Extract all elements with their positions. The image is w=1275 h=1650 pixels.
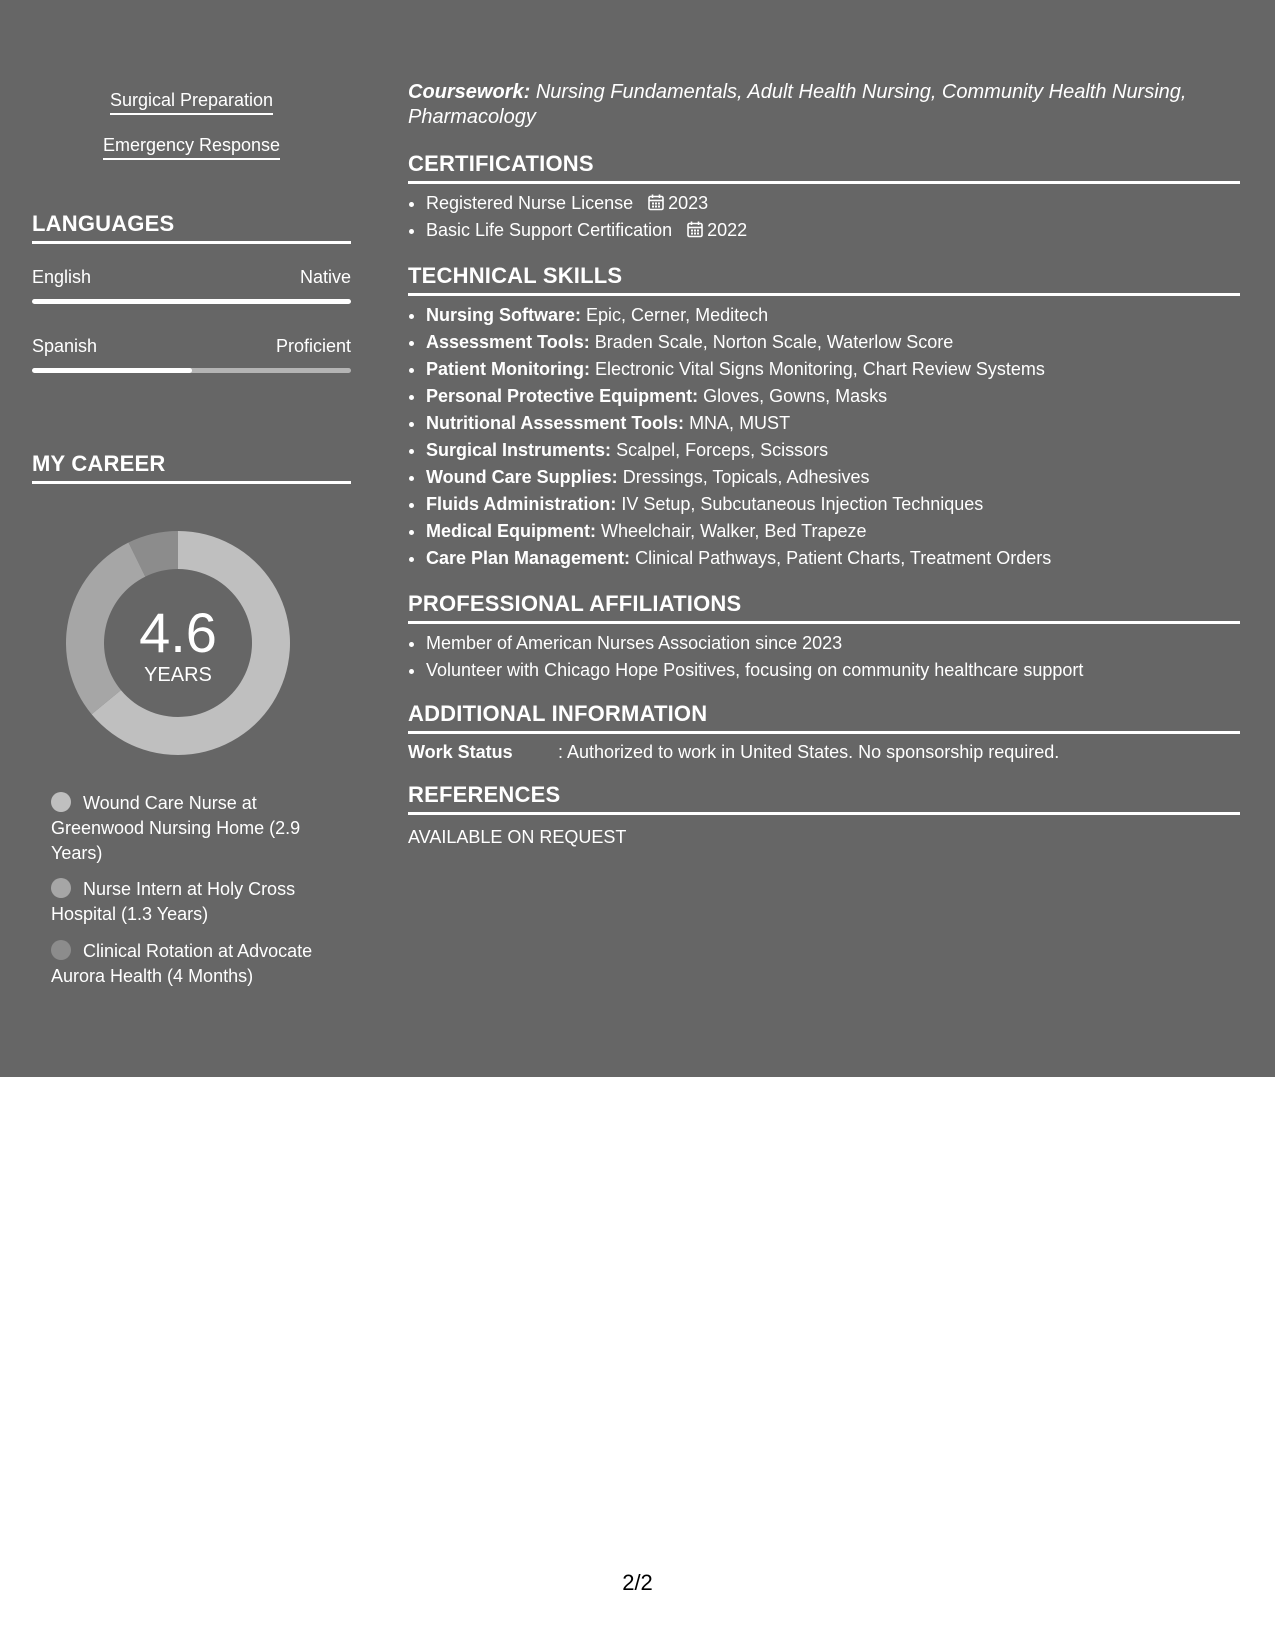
language-name: Spanish bbox=[32, 336, 98, 356]
language-proficiency-fill bbox=[32, 368, 192, 373]
work-status-label: Work Status bbox=[408, 742, 513, 762]
calendar-icon bbox=[648, 194, 664, 211]
affiliations-list bbox=[408, 630, 1258, 684]
affiliation-item: • Volunteer with Chicago Hope Positives, focusing on community healthcare support bbox=[426, 657, 1258, 684]
career-legend-item bbox=[51, 939, 341, 989]
technical-skill-value: Scalpel, Forceps, Scissors bbox=[616, 440, 829, 460]
career-item-text: Clinical Rotation at Advocate Aurora Health (4 Months) bbox=[51, 941, 313, 986]
career-item-text: Wound Care Nurse at Greenwood Nursing Home (2.9 Years) bbox=[51, 793, 301, 863]
technical-skill-value: Clinical Pathways, Patient Charts, Treatment Orders bbox=[635, 548, 1052, 568]
technical-skills-list bbox=[408, 302, 1258, 572]
language-name: English bbox=[32, 267, 92, 287]
technical-skill-label: Personal Protective Equipment: bbox=[426, 386, 699, 406]
technical-skill-item bbox=[426, 437, 1258, 464]
technical-skills-heading: TECHNICAL SKILLS bbox=[408, 263, 1240, 296]
technical-skill-item bbox=[426, 302, 1258, 329]
technical-skill-label: Wound Care Supplies: bbox=[426, 467, 618, 487]
skill-link-surgical-preparation[interactable] bbox=[32, 89, 351, 115]
certification-name: Basic Life Support Certification bbox=[426, 220, 673, 240]
certification-item bbox=[426, 217, 1258, 244]
certification-name: Registered Nurse License bbox=[426, 193, 634, 213]
technical-skill-label: Nutritional Assessment Tools: bbox=[426, 413, 685, 433]
technical-skill-label: Medical Equipment: bbox=[426, 521, 597, 541]
page-number: 2/2 bbox=[622, 1570, 653, 1595]
affiliations-heading: PROFESSIONAL AFFILIATIONS bbox=[408, 591, 1240, 624]
technical-skill-item bbox=[426, 356, 1258, 383]
legend-dot-icon bbox=[51, 878, 71, 898]
technical-skill-value: Epic, Cerner, Meditech bbox=[586, 305, 769, 325]
coursework bbox=[408, 80, 1240, 130]
technical-skill-item bbox=[426, 545, 1258, 572]
work-status-value: : Authorized to work in United States. No sponsorship required. bbox=[558, 742, 1060, 762]
languages-heading: LANGUAGES bbox=[32, 211, 351, 244]
language-proficiency-bar bbox=[32, 299, 351, 304]
technical-skill-item bbox=[426, 383, 1258, 410]
technical-skill-label: Care Plan Management: bbox=[426, 548, 631, 568]
affiliation-item: • Member of American Nurses Association since 2023 bbox=[426, 630, 1258, 657]
technical-skill-label: Nursing Software: bbox=[426, 305, 582, 325]
technical-skill-label: Fluids Administration: bbox=[426, 494, 617, 514]
skill-link-label: Emergency Response bbox=[103, 134, 280, 160]
coursework-text: Nursing Fundamentals, Adult Health Nursing, Community Health Nursing, Pharmacology bbox=[408, 81, 1187, 128]
certification-year: 2023 bbox=[668, 193, 709, 213]
career-legend-item bbox=[51, 877, 341, 927]
references-text: AVAILABLE ON REQUEST bbox=[408, 827, 627, 847]
career-legend-item bbox=[51, 791, 341, 866]
technical-skill-value: IV Setup, Subcutaneous Injection Techniques bbox=[621, 494, 984, 514]
technical-skill-item bbox=[426, 329, 1258, 356]
legend-dot-icon bbox=[51, 940, 71, 960]
calendar-icon bbox=[687, 221, 703, 238]
technical-skill-value: Electronic Vital Signs Monitoring, Chart Review Systems bbox=[595, 359, 1045, 379]
technical-skill-item bbox=[426, 464, 1258, 491]
legend-dot-icon bbox=[51, 792, 71, 812]
technical-skill-item bbox=[426, 518, 1258, 545]
career-heading: MY CAREER bbox=[32, 451, 351, 484]
language-proficiency-bar bbox=[32, 368, 351, 373]
career-item-text: Nurse Intern at Holy Cross Hospital (1.3 Years) bbox=[51, 879, 296, 924]
certification-year: 2022 bbox=[707, 220, 748, 240]
technical-skill-value: Braden Scale, Norton Scale, Waterlow Score bbox=[594, 332, 954, 352]
certifications-heading: CERTIFICATIONS bbox=[408, 151, 1240, 184]
language-level: Proficient bbox=[275, 336, 351, 356]
certification-item bbox=[426, 190, 1258, 217]
technical-skill-item bbox=[426, 491, 1258, 518]
technical-skill-value: Gloves, Gowns, Masks bbox=[703, 386, 888, 406]
technical-skill-label: Assessment Tools: bbox=[426, 332, 590, 352]
language-level: Native bbox=[299, 267, 351, 287]
technical-skill-value: Dressings, Topicals, Adhesives bbox=[622, 467, 870, 487]
references-heading: REFERENCES bbox=[408, 782, 1240, 815]
additional-info-heading: ADDITIONAL INFORMATION bbox=[408, 701, 1240, 734]
certifications-list bbox=[408, 190, 1258, 244]
career-donut-chart bbox=[66, 531, 290, 755]
language-proficiency-fill bbox=[32, 299, 351, 304]
skill-link-label: Surgical Preparation bbox=[110, 89, 273, 115]
technical-skill-label: Patient Monitoring: bbox=[426, 359, 590, 379]
skill-link-emergency-response[interactable] bbox=[32, 134, 351, 160]
technical-skill-value: Wheelchair, Walker, Bed Trapeze bbox=[601, 521, 867, 541]
career-total-unit: YEARS bbox=[144, 664, 212, 686]
technical-skill-label: Surgical Instruments: bbox=[426, 440, 612, 460]
technical-skill-item bbox=[426, 410, 1258, 437]
coursework-label: Coursework: bbox=[408, 81, 531, 103]
technical-skill-value: MNA, MUST bbox=[689, 413, 791, 433]
career-total-years: 4.6 bbox=[139, 601, 217, 664]
